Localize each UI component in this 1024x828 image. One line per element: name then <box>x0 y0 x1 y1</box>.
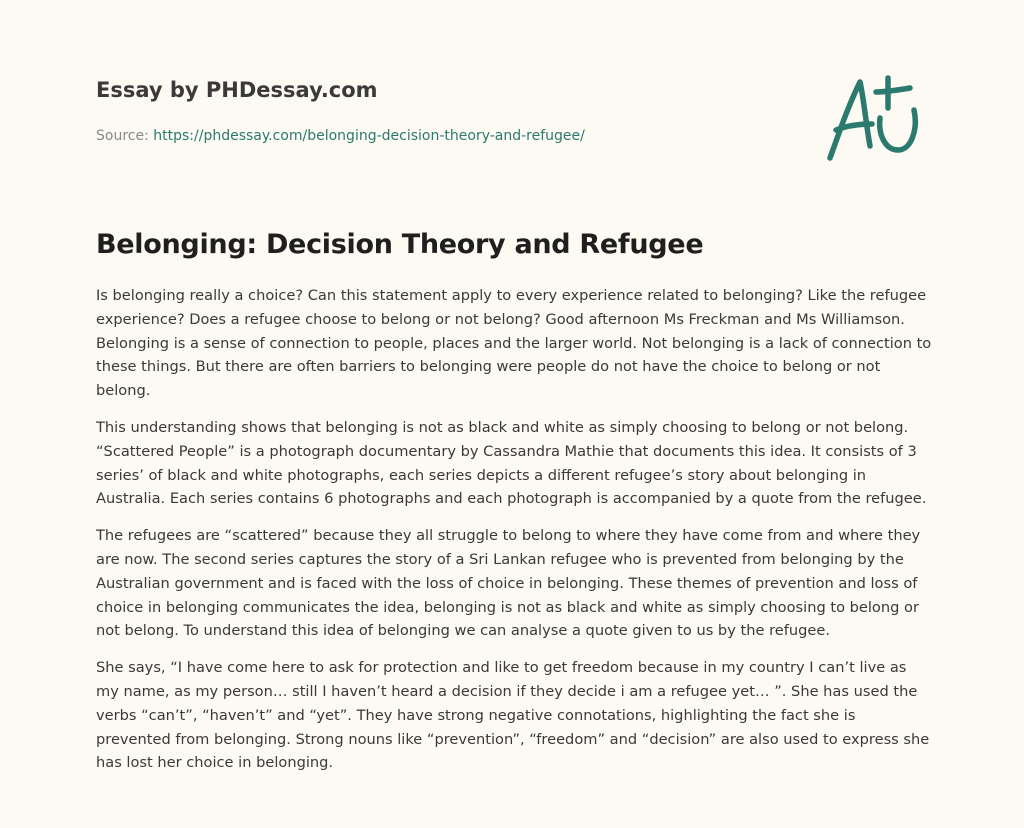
source-link[interactable]: https://phdessay.com/belonging-decision-theory-and-refugee/ <box>153 128 585 144</box>
essay-paragraph: Is belonging really a choice? Can this statement apply to every experience related to belonging? Like the refugee experience? Does a refugee choose to belong or not belong? Good afternoon Ms Freckman and Ms Williamson. Belonging is a sense of connection to people, places and the larger world. Not belonging is a lack of connection to these things. But there are often barriers to belonging were people do not have the choice to belong or not belong. <box>96 287 932 400</box>
source-line <box>96 126 796 146</box>
source-label: Source: <box>96 128 154 144</box>
essay-content <box>96 226 932 788</box>
essay-paragraph: This understanding shows that belonging is not as black and white as simply choosing to belong or not belong. “Scattered People” is a photograph documentary by Cassandra Mathie that documents this idea. It consists of 3 series’ of black and white photographs, each series depicts a different refugee’s story about belonging in Australia. Each series contains 6 photographs and each photograph is accompanied by a quote from the refugee. <box>96 418 927 508</box>
essay-paragraph: The refugees are “scattered” because they all struggle to belong to where they have come from and where they are now. The second series captures the story of a Sri Lankan refugee who is prevented from belonging by the Australian government and is faced with the loss of choice in belonging. These themes of prevention and loss of choice in belonging communicates the idea, belonging is not as black and white as simply choosing to belong or not belong. To understand this idea of belonging we can analyse a quote given to us by the refugee. <box>96 527 921 640</box>
essay-title: Belonging: Decision Theory and Refugee <box>96 229 704 260</box>
essay-paragraph: She says, “I have come here to ask for protection and like to get freedom because in my country I can’t live as my name, as my person… still I haven’t heard a decision if they decide i am a refugee yet… ”. She has used the verbs “can’t”, “haven’t” and “yet”. They have strong negative connotations, highlighting the fact she is prevented from belonging. Strong nouns like “prevention”, “freedom” and “decision” are also used to express she has lost her choice in belonging. <box>96 659 930 772</box>
page-header <box>96 74 796 146</box>
a-plus-grade-icon <box>822 66 932 166</box>
site-title: Essay by PHDessay.com <box>96 78 378 102</box>
